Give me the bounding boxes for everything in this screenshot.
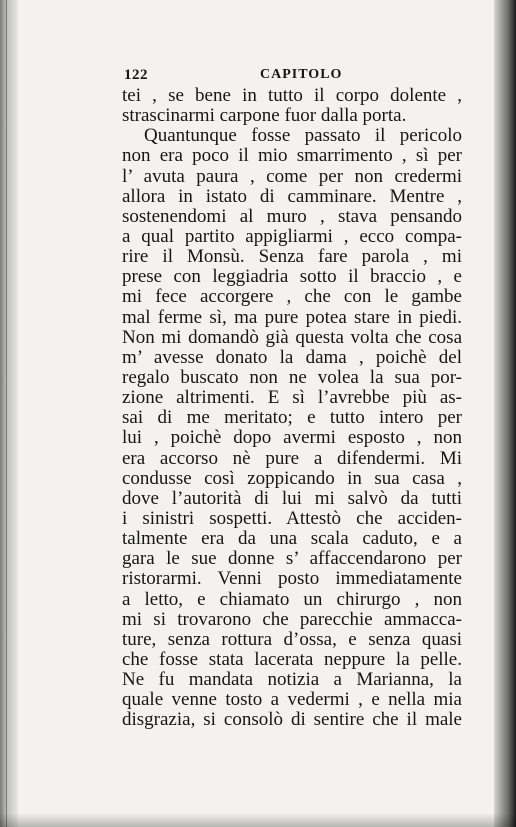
bottom-shadow (0, 813, 516, 827)
text-line: Ne fu mandata notizia a Marianna, la (122, 669, 462, 691)
text-line: allora in istato di camminare. Mentre , (122, 185, 462, 207)
binding-shadow (0, 0, 18, 827)
text-line: rire il Monsù. Senza fare parola , mi (122, 246, 462, 268)
text-line: regalo buscato non ne volea la sua por- (122, 366, 462, 388)
text-line: prese con leggiadria sotto il braccio , e (122, 266, 462, 288)
text-line: zione altrimenti. E sì l’avrebbe più as- (122, 387, 462, 409)
text-line: condusse così zoppicando in sua casa , (122, 467, 462, 489)
text-line: mi fece accorgere , che con le gambe (122, 286, 462, 308)
text-line: m’ avesse donato la dama , poichè del (122, 346, 462, 368)
text-line: mi si trovarono che parecchie ammacca- (122, 608, 462, 630)
text-line: Quantunque fosse passato il pericolo (144, 125, 462, 147)
text-line: talmente era da una scala caduto, e a (122, 528, 462, 550)
text-line: ture, senza rottura d’ossa, e senza quasi (122, 628, 462, 650)
text-line: l’ avuta paura , come per non credermi (122, 165, 462, 187)
page-header (124, 67, 460, 85)
text-line: lui , poichè dopo avermi esposto , non (122, 427, 462, 449)
text-line: sai di me meritato; e tutto intero per (122, 407, 462, 429)
text-line: strascinarmi carpone fuor dalla porta. (122, 105, 407, 127)
text-line: era accorso nè pure a difendermi. Mi (122, 447, 462, 469)
text-line: disgrazia, si consolò di sentire che il male (122, 709, 462, 731)
text-line: dove l’autorità di lui mi salvò da tutti (122, 487, 462, 509)
page-edge-shadow (494, 0, 516, 827)
text-line: a qual partito appigliarmi , ecco compa- (122, 225, 462, 247)
text-line: tei , se bene in tutto il corpo dolente , (122, 85, 462, 106)
page-number: 122 (124, 67, 148, 83)
text-line: sostenendomi al muro , stava pensando (122, 205, 462, 227)
text-line: gara le sue donne s’ affaccendarono per (122, 548, 462, 570)
text-line: che fosse stata lacerata neppure la pelle. (122, 648, 462, 670)
text-line: mal ferme sì, ma pure potea stare in piedi. (122, 306, 462, 328)
body-text (122, 86, 462, 731)
text-line: quale venne tosto a vedermi , e nella mia (122, 689, 462, 711)
text-line: non era poco il mio smarrimento , sì per (122, 145, 462, 167)
text-line: ristorarmi. Venni posto immediatamente (122, 568, 462, 590)
text-line: Non mi domandò già questa volta che cosa (122, 326, 462, 348)
text-line: a letto, e chiamato un chirurgo , non (122, 588, 462, 610)
text-line: i sinistri sospetti. Attestò che acciden- (122, 507, 462, 529)
running-title: CAPITOLO (260, 67, 343, 82)
